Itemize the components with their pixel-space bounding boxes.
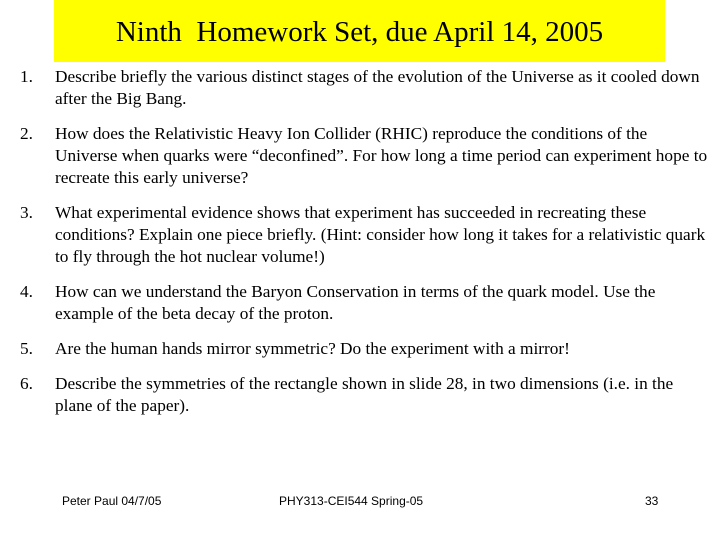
question-text: How can we understand the Baryon Conservation in terms of the quark model. Use the example of the beta decay of the proton. xyxy=(55,282,656,323)
footer-author-date: Peter Paul 04/7/05 xyxy=(62,494,162,508)
question-number: 1. xyxy=(20,67,33,86)
question-number: 2. xyxy=(20,124,33,143)
footer-course: PHY313-CEI544 Spring-05 xyxy=(279,494,424,508)
question-item xyxy=(20,123,710,189)
question-text: Describe briefly the various distinct stages of the evolution of the Universe as it cooled down after the Big Bang. xyxy=(55,67,700,108)
footer-page-number: 33 xyxy=(645,494,659,508)
question-list xyxy=(20,66,710,430)
question-number: 6. xyxy=(20,374,33,393)
question-text: How does the Relativistic Heavy Ion Collider (RHIC) reproduce the conditions of the Universe when quarks were “deconfined”. For how long a time period can experiment hope to recreate this early universe? xyxy=(55,124,708,187)
question-item xyxy=(20,202,710,268)
question-text: What experimental evidence shows that experiment has succeeded in recreating these conditions? Explain one piece briefly. (Hint: consider how long it takes for a relativistic quark to fly through the hot nuclear volume!) xyxy=(55,203,706,266)
slide-title: Ninth Homework Set, due April 14, 2005 xyxy=(115,15,604,48)
question-item xyxy=(20,66,710,110)
question-item xyxy=(20,373,710,417)
question-number: 5. xyxy=(20,339,33,358)
question-text: Describe the symmetries of the rectangle shown in slide 28, in two dimensions (i.e. in the plane of the paper). xyxy=(55,374,674,415)
question-number: 3. xyxy=(20,203,33,222)
title-banner xyxy=(54,0,665,62)
question-number: 4. xyxy=(20,282,33,301)
question-text: Are the human hands mirror symmetric? Do the experiment with a mirror! xyxy=(55,339,570,358)
question-item xyxy=(20,281,710,325)
question-item xyxy=(20,338,710,360)
